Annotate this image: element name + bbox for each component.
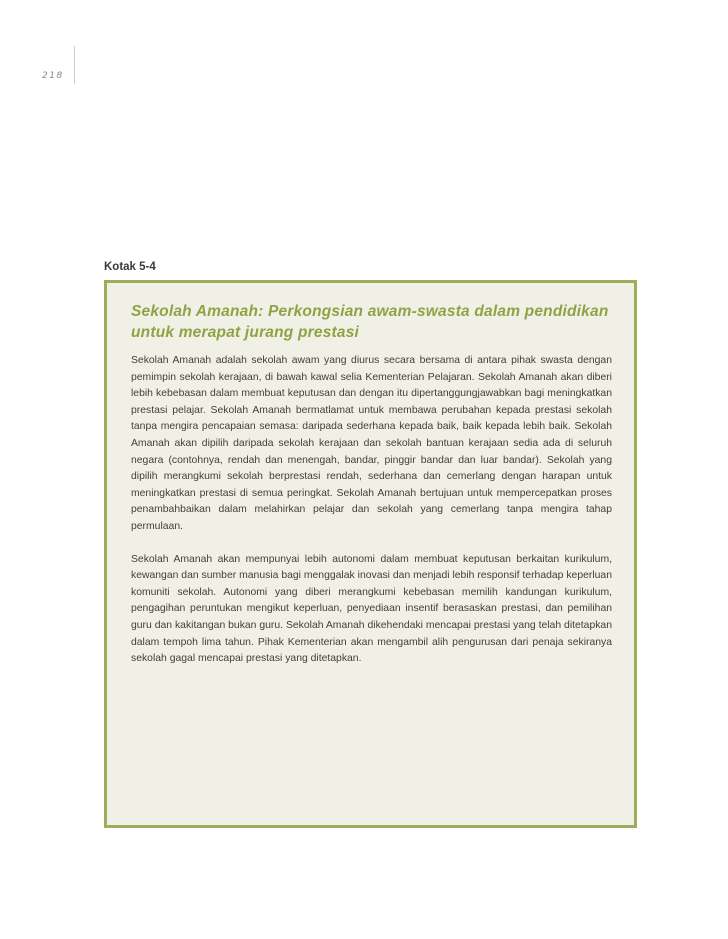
page-number: 218	[42, 71, 64, 81]
box-title: Sekolah Amanah: Perkongsian awam-swasta dalam pendidikan untuk merapat jurang prestasi	[131, 303, 609, 341]
box-body	[131, 353, 612, 684]
content-box	[104, 280, 637, 828]
box-paragraph: Sekolah Amanah akan mempunyai lebih autonomi dalam membuat keputusan berkaitan kurikulum, kewangan dan sumber manusia bagi menggalak inovasi dan menjadi lebih responsif terhadap keperluan komuniti sekolah. Autonomi yang diberi merangkumi kebebasan memilih kandungan kurikulum, pengagihan peruntukan mengikut keperluan, penyediaan insentif berasaskan prestasi, dan pemilihan guru dan kakitangan bukan guru. Sekolah Amanah dikehendaki mencapai prestasi yang telah ditetapkan dalam tempoh lima tahun. Pihak Kementerian akan mengambil alih pengurusan dari penaja sekiranya sekolah gagal mencapai prestasi yang ditetapkan.	[131, 553, 612, 665]
box-paragraph: Sekolah Amanah adalah sekolah awam yang diurus secara bersama di antara pihak swasta dengan pemimpin sekolah kerajaan, di bawah kawal selia Kementerian Pelajaran. Sekolah Amanah akan diberi lebih kebebasan dalam membuat keputusan dan dengan itu dipertanggungjawabkan bagi meningkatkan prestasi pelajar. Sekolah Amanah bermatlamat untuk membawa perubahan kepada prestasi sekolah tanpa mengira pencapaian semasa: daripada sederhana kepada baik, baik kepada lebih baik. Sekolah Amanah akan dipilih daripada sekolah kerajaan dan sekolah bantuan kerajaan sedia ada di seluruh negara (contohnya, rendah dan menengah, bandar, pinggir bandar dan luar bandar). Sekolah yang dipilih merangkumi sekolah berprestasi rendah, sederhana dan cemerlang dengan harapan untuk meningkatkan prestasi di semua peringkat. Sekolah Amanah bertujuan untuk mempercepatkan proses penambahbaikan dalam melahirkan pelajar dan sekolah yang cemerlang tanpa mengira tahap permulaan.	[131, 355, 612, 532]
box-label: Kotak 5-4	[104, 261, 156, 273]
margin-rule	[74, 46, 75, 84]
